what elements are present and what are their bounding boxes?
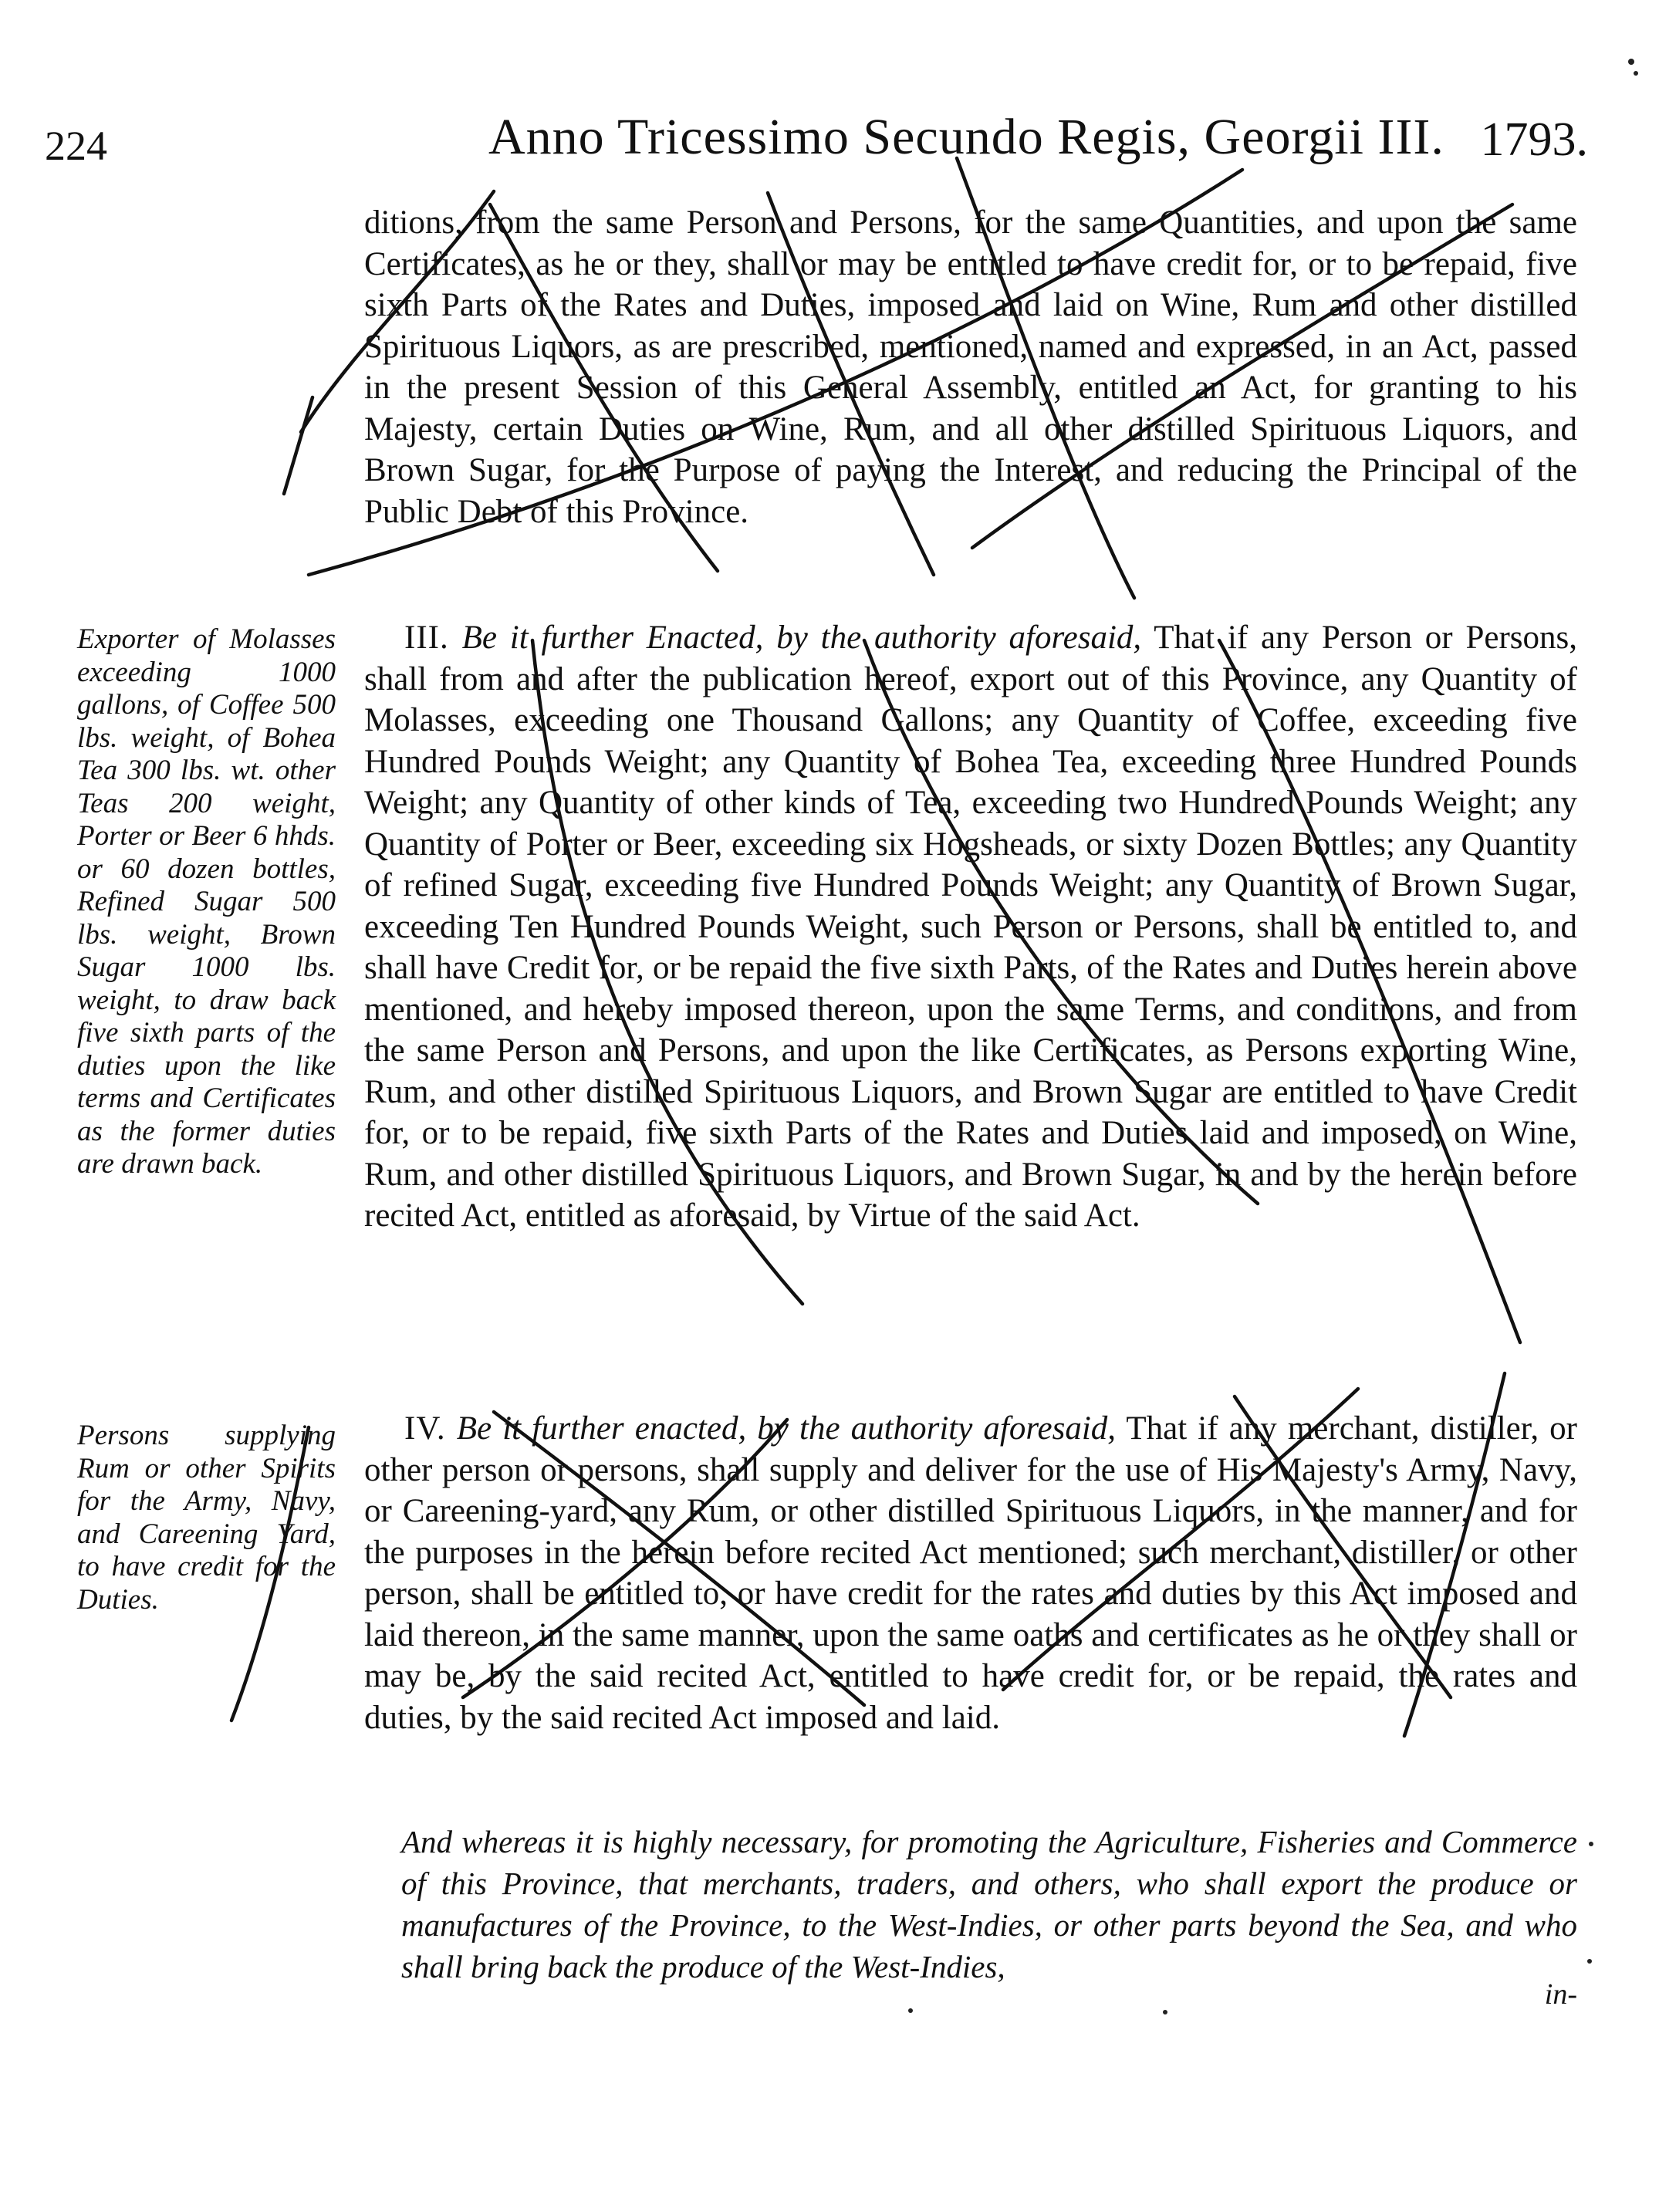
section-4-number: IV. [404, 1410, 446, 1447]
catchword: in- [1544, 1978, 1577, 2011]
running-header [45, 108, 1588, 177]
section-3-number: III. [404, 620, 449, 656]
year: 1793. [1480, 113, 1588, 166]
section-4-paragraph [364, 1408, 1577, 1738]
preamble-block [401, 1821, 1577, 1987]
margin-note-supplying: Persons supplying Rum or other Spirits for the Army, Navy, and Careening Yard, to have credit for the Duties. [77, 1420, 336, 1616]
margin-note-exporter: Exporter of Molasses exceeding 1000 gallons, of Coffee 500 lbs. weight, of Bohea Tea 300 lbs. wt. other Teas 200 weight, Porter or Beer 6 hhds. or 60 dozen bottles, Refined Sugar 500 lbs. weight, Brown Sugar 1000 lbs. weight, to draw back five sixth parts of the duties upon the like terms and Certificates as the former duties are drawn back. [77, 623, 336, 1180]
preamble-paragraph: And whereas it is highly necessary, for promoting the Agriculture, Fisheries and Commerce of this Province, that merchants, traders, and others, who shall export the produce or manufactures of the Province, to the West-Indies, or other parts beyond the Sea, and who shall bring back the produce of the West-Indies, [401, 1824, 1577, 1984]
section-3 [364, 617, 1577, 1237]
running-title: Anno Tricessimo Secundo Regis, Georgii III. [488, 109, 1444, 165]
section-3-text: That if any Person or Persons, shall from and after the publication hereof, export out of this Province, any Quantity of Molasses, exceeding one Thousand Gallons; any Quantity of Coffee, exceeding five Hundred Pounds Weight; any Quantity of Bohea Tea, exceeding three Hundred Pounds Weight; any Quantity of other kinds of Tea, exceeding two Hundred Pounds Weight; any Quantity of Porter or Beer, exceeding six Hogsheads, or sixty Dozen Bottles; any Quantity of refined Sugar, exceeding five Hundred Pounds Weight; any Quantity of Brown Sugar, exceeding Ten Hundred Pounds Weight, such Person or Persons, shall be entitled to, and shall have Credit for, or be repaid the five sixth Parts, of the Rates and Duties herein above mentioned, and hereby imposed thereon, upon the same Terms, and conditions, and from the same Person and Persons, and upon the like Certificates, as Persons exporting Wine, Rum, and other distilled Spirituous Liquors, and Brown Sugar are entitled to have Credit for, or to be repaid, five sixth Parts of the Rates and Duties laid and imposed, on Wine, Rum, and other distilled Spirituous Liquors, and Brown Sugar, in and by the herein before recited Act, entitled as aforesaid, by Virtue of the said Act. [364, 620, 1577, 1234]
page-number: 224 [45, 123, 107, 169]
section-4 [364, 1408, 1577, 1738]
continuation-paragraph: ditions, from the same Person and Persons, for the same Quantities, and upon the same Certificates, as he or they, shall or may be entitled to have credit for, or to be repaid, five sixth Parts of the Rates and Duties, imposed and laid on Wine, Rum and other distilled Spirituous Liquors, as are prescribed, mentioned, named and expressed, in an Act, passed in the present Session of this General Assembly, entitled an Act, for granting to his Majesty, certain Duties on Wine, Rum, and all other distilled Spirituous Liquors, and Brown Sugar, for the Purpose of paying the Interest, and reducing the Principal of the Public Debt of this Province. [364, 204, 1577, 530]
section-3-paragraph [364, 617, 1577, 1237]
strike-margin-1 [284, 397, 313, 494]
continuation-block [364, 202, 1577, 532]
section-4-enacting-clause: Be it further enacted, by the authority aforesaid, [456, 1410, 1117, 1447]
section-3-enacting-clause: Be it further Enacted, by the authority aforesaid, [461, 620, 1142, 656]
section-4-text: That if any merchant, distiller, or other person or persons, shall supply and deliver for the use of His Majesty's Army, Navy, or Careening-yard, any Rum, or other distilled Spirituous Liquors, in the manner, and for the purposes in the herein before recited Act mentioned; such merchant, distiller, or other person, shall be entitled to, or have credit for the rates and duties by this Act imposed and laid thereon, in the same manner, upon the same oaths and certificates as he or they shall or may be, by the said recited Act, entitled to have credit for, or be repaid, the rates and duties, by the said recited Act imposed and laid. [364, 1410, 1578, 1736]
